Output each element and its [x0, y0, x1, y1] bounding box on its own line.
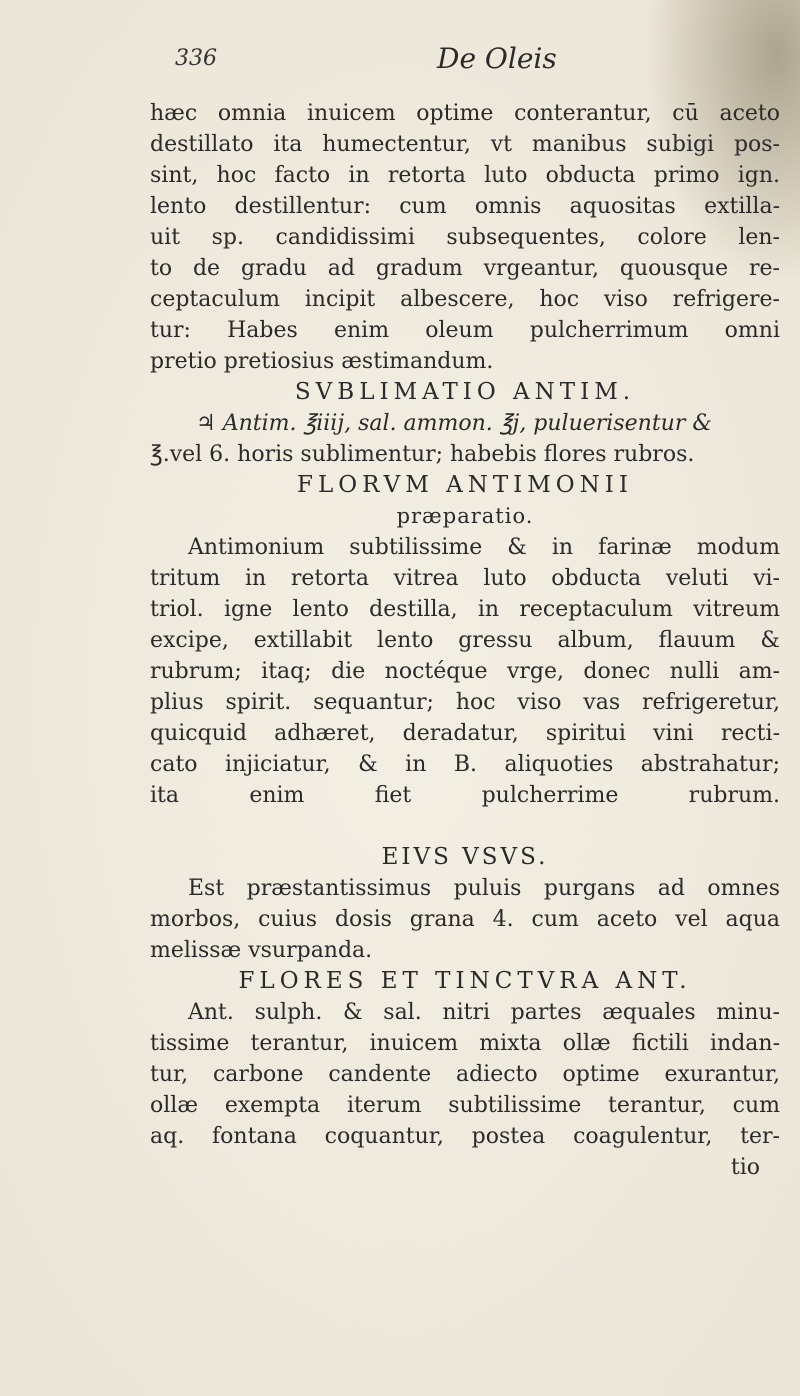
text-line: cato injiciatur, & in B. aliquoties abstrahatur; — [150, 752, 780, 777]
text-line: tissime terantur, inuicem mixta ollæ fictili indan- — [150, 1031, 780, 1056]
text-line: quicquid adhæret, deradatur, spiritui vini recti- — [150, 721, 780, 746]
text-line — [150, 811, 780, 842]
text-line: rubrum; itaq; die noctéque vrge, donec nulli am- — [150, 659, 780, 684]
page-number: 336 — [175, 46, 217, 71]
text-line: Ant. sulph. & sal. nitri partes æquales minu- — [188, 1000, 780, 1025]
section-subheading: præparatio. — [396, 504, 534, 528]
text-line: destillato ita humectentur, vt manibus subigi pos- — [150, 132, 780, 157]
text-line: aq. fontana coquantur, postea coagulentur, ter- — [150, 1124, 780, 1149]
text-line: to de gradu ad gradum vrgeantur, quousque re- — [150, 256, 780, 281]
text-line: tur: Habes enim oleum pulcherrimum omni — [150, 318, 780, 343]
catchword: tio — [730, 1155, 760, 1180]
text-line: melissæ vsurpanda. — [150, 938, 373, 963]
text-line: tur, carbone candente adiecto optime exurantur, — [150, 1062, 780, 1087]
section-heading: FLORES ET TINCTVRA ANT. — [238, 968, 692, 994]
text-line: hæc omnia inuicem optime conterantur, cū aceto — [150, 101, 780, 126]
body-text — [150, 98, 780, 1183]
text-line: Est præstantissimus puluis purgans ad omnes — [188, 876, 780, 901]
text-line: Antimonium subtilissime & in farinæ modum — [188, 535, 780, 560]
text-line: tritum in retorta vitrea luto obducta veluti vi- — [150, 566, 780, 591]
section-heading: FLORVM ANTIMONII — [297, 472, 633, 498]
section-heading: EIVS VSVS. — [381, 844, 549, 870]
text-line: sint, hoc facto in retorta luto obducta primo ign. — [150, 163, 780, 188]
recipe-line: ♃ Antim. ℥iiij, sal. ammon. ℥j, puluerisentur & — [196, 411, 712, 436]
recipe-line: ℥.vel 6. horis sublimentur; habebis flores rubros. — [150, 442, 695, 467]
text-line: morbos, cuius dosis grana 4. cum aceto vel aqua — [150, 907, 780, 932]
text-line: ceptaculum incipit albescere, hoc viso refrigere- — [150, 287, 780, 312]
text-line: excipe, extillabit lento gressu album, flauum & — [150, 628, 780, 653]
text-line: ollæ exempta iterum subtilissime terantur, cum — [150, 1093, 780, 1118]
section-heading: SVBLIMATIO ANTIM. — [294, 379, 636, 405]
running-title: De Oleis — [437, 42, 557, 75]
text-line: lento destillentur: cum omnis aquositas extilla- — [150, 194, 780, 219]
text-line: ita enim fiet pulcherrime rubrum. — [150, 783, 780, 808]
page-header — [175, 42, 755, 82]
text-line: triol. igne lento destilla, in receptaculum vitreum — [150, 597, 780, 622]
text-line: plius spirit. sequantur; hoc viso vas refrigeretur, — [150, 690, 780, 715]
text-line: pretio pretiosius æstimandum. — [150, 349, 494, 374]
text-line: uit sp. candidissimi subsequentes, colore len- — [150, 225, 780, 250]
